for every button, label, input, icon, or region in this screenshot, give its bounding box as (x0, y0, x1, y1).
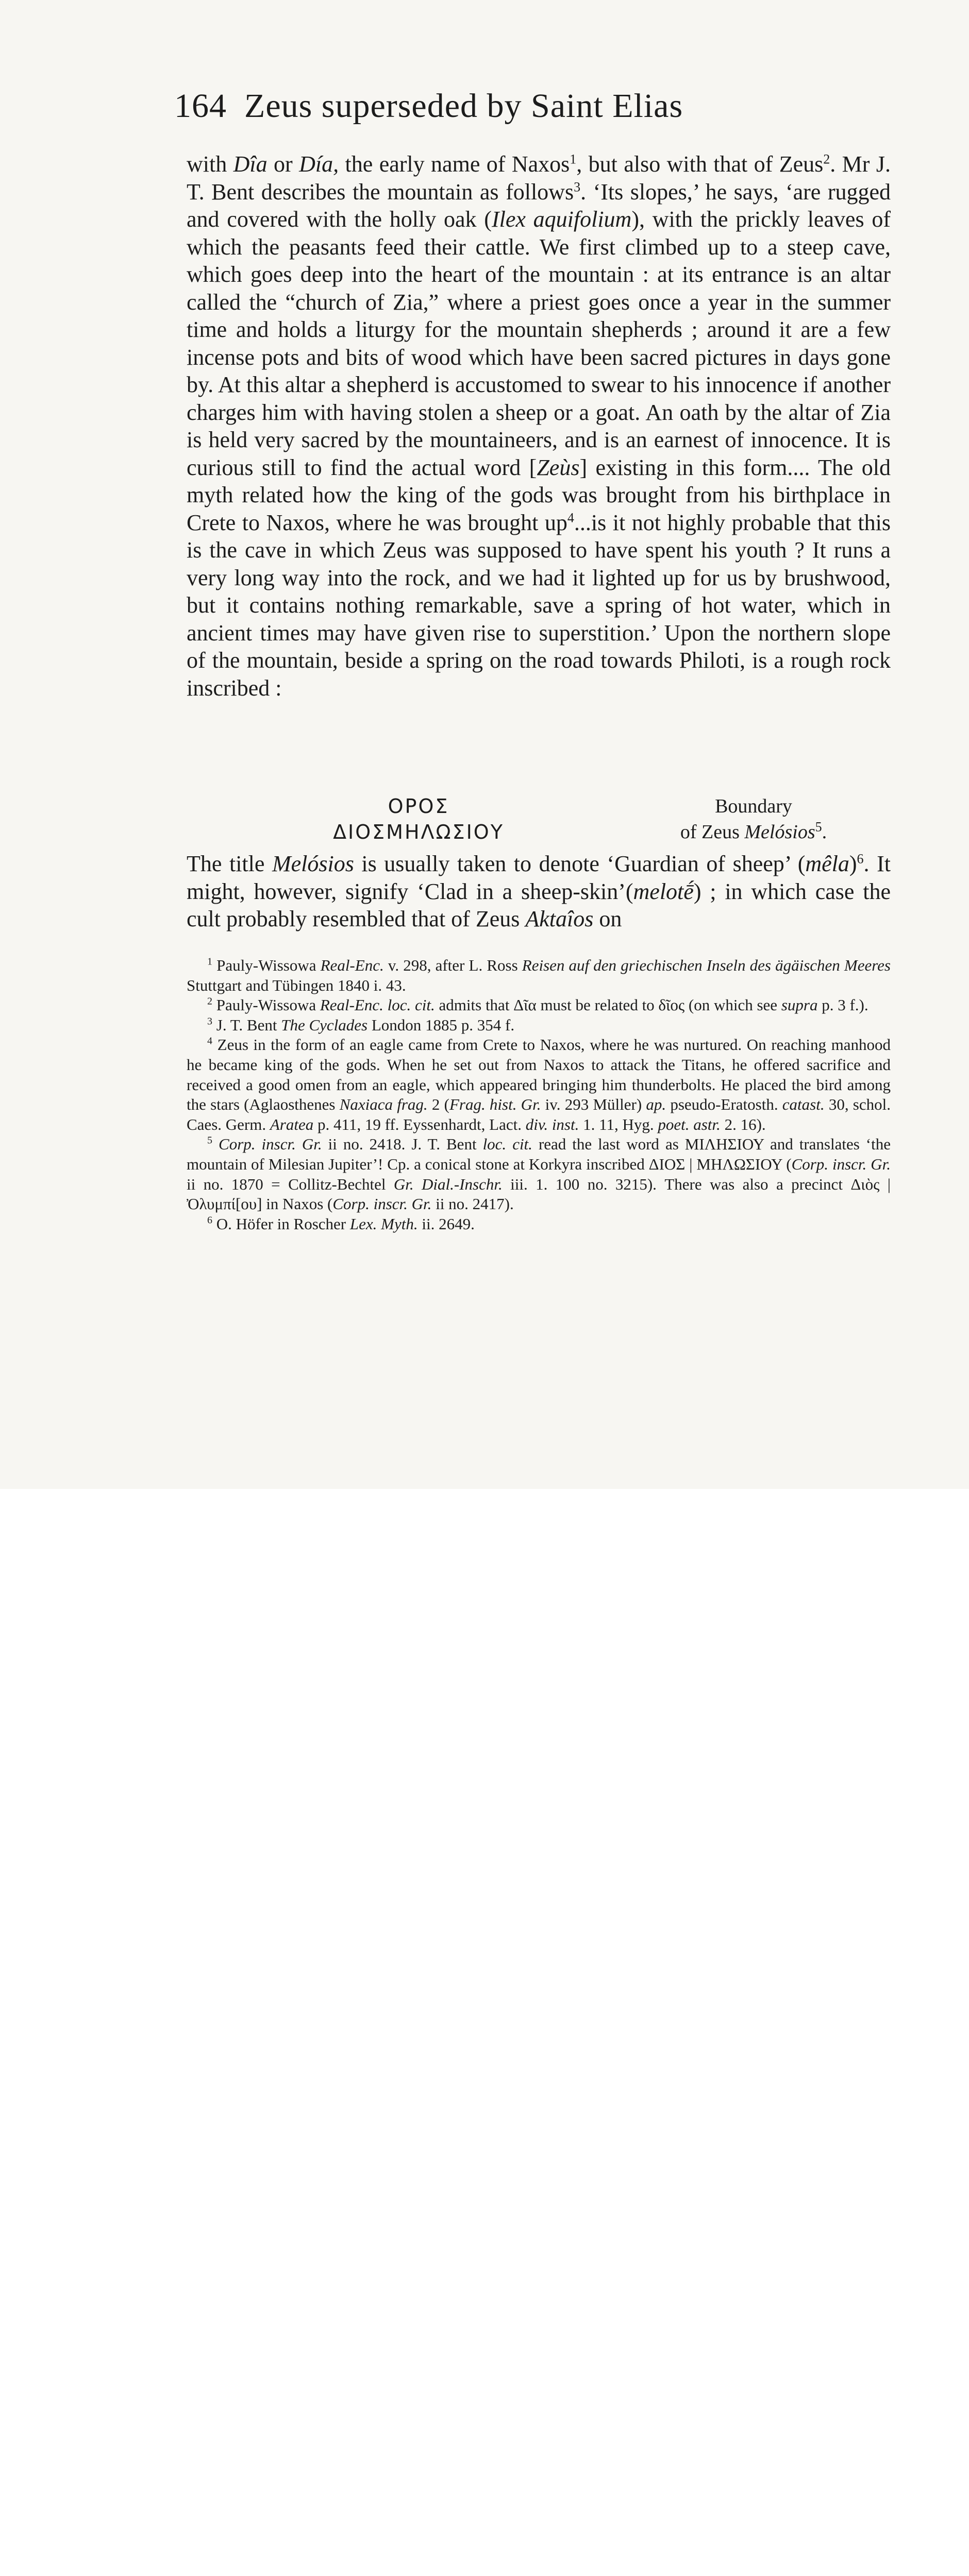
text-run: p. 411, 19 ff. Eyssenhardt, Lact. (313, 1115, 526, 1133)
text-run: ...is it not highly probable that this is the cave in which Zeus was supposed to have spent his youth ? It runs a very long way into the rock, and we had it lighted up for us by brushwood, but it contains nothing remarkable, save a spring of hot water, which in ancient times may have given rise to superstition.’ Upon the northern slope of the mountain, beside a spring on the road towards Philoti, is a rough rock inscribed : (187, 510, 891, 701)
footnote-6 (187, 1214, 891, 1234)
inscription-translation (635, 793, 872, 845)
inscription-block (187, 793, 891, 850)
text-run: iv. 293 Müller) (541, 1095, 646, 1114)
footnote-2 (187, 995, 891, 1015)
italic-run: Corp. inscr. Gr. (219, 1135, 322, 1154)
text-run: ), with the prickly leaves of which the peasants feed their cattle. We first climbed up to a steep cave, which goes deep into the heart of the mountain : at its entrance is an altar called the “church of Zia,” where a priest goes once a year in the summer time and holds a liturgy for the mountain shepherds ; around it are a few incense pots and bits of wood which have been sacred pictures in days gone by. At this altar a shepherd is accustomed to swear to his innocence if another charges him with having stolen a sheep or a goat. An oath by the altar of Zia is held very sacred by the mountaineers, and is an earnest of innocence. It is curious still to find the actual word [ (187, 207, 891, 480)
footnote-5 (187, 1134, 891, 1214)
footnote-1 (187, 956, 891, 995)
footnote-ref: 5 (815, 819, 822, 835)
inscription-greek-line-2: ΔΙΟΣΜΗΛΩΣΙΟΥ (333, 821, 504, 843)
viewer-footer (0, 1489, 969, 1567)
text-run: ] existing in this form.... The old myth related how the king of the gods was brought from his birthplace in Crete to Naxos, where he was brought up (187, 454, 891, 535)
italic-run: catast. (782, 1095, 825, 1114)
italic-run: Aktaîos (525, 906, 594, 931)
text-run: ) (849, 851, 857, 876)
italic-run: Corp. inscr. Gr. (332, 1195, 432, 1213)
text-run: v. 298, after L. Ross (383, 956, 522, 974)
text-run: The title (187, 851, 272, 876)
running-head (174, 87, 813, 126)
text-run: 2. 16). (720, 1115, 766, 1133)
inscription-greek-line-1: ΟΡΟΣ (388, 795, 449, 818)
footnote-ref: 1 (207, 956, 212, 968)
paragraph-1 (187, 150, 891, 702)
text-run: . ‘Its slopes,’ he says, ‘are rugged and covered with the holly oak ( (187, 179, 891, 232)
italic-run: Ilex aquifolium (491, 207, 632, 232)
text-run: Stuttgart and Tübingen 1840 i. 43. (187, 976, 406, 994)
text-run: London 1885 p. 354 f. (367, 1015, 515, 1034)
italic-run: Frag. hist. Gr. (449, 1095, 541, 1114)
italic-run: Dîa (233, 151, 268, 177)
footnote-ref: 1 (570, 151, 577, 167)
text-run: iii. 1. 100 no. 3215). There was also a precinct Διὸς | Ὀλυμπί[ου] in Naxos ( (187, 1175, 891, 1213)
italic-run: Gr. Dial.-Inschr. (393, 1175, 503, 1193)
text-run (212, 1135, 219, 1153)
inscription-translation-line-1: Boundary (715, 795, 792, 817)
text-run: with (187, 151, 233, 177)
italic-run: The Cyclades (281, 1015, 368, 1034)
translation-suffix: . (822, 821, 827, 843)
italic-run: ap. (646, 1095, 666, 1114)
text-run: 1. 11, Hyg. (579, 1115, 658, 1133)
text-run: or (267, 151, 299, 177)
footnotes (187, 956, 891, 1234)
footnote-ref: 6 (207, 1214, 212, 1226)
footnote-ref: 3 (207, 1015, 212, 1027)
text-run: , but also with that of Zeus (576, 151, 824, 177)
footnote-ref: 4 (567, 510, 574, 525)
italic-run: Día, (299, 151, 339, 177)
footnote-ref: 6 (857, 851, 864, 867)
text-run: pseudo-Eratosth. (666, 1095, 782, 1114)
italic-run: Lex. Myth. (349, 1214, 418, 1233)
text-run: . It might, however, signify ‘Clad in a sheep-skin’( (187, 851, 891, 904)
text-run: J. T. Bent (212, 1015, 281, 1034)
text-run: Pauly-Wissowa (212, 956, 321, 974)
translation-prefix: of Zeus (680, 821, 745, 843)
footnote-ref: 3 (574, 179, 581, 194)
inscription-greek (285, 793, 553, 845)
text-run: the early name of Naxos (339, 151, 570, 177)
italic-run: div. inst. (525, 1115, 579, 1133)
italic-run: poet. astr. (658, 1115, 721, 1133)
text-run: on (593, 906, 622, 931)
italic-run: Corp. inscr. Gr. (791, 1155, 891, 1173)
paragraph-2 (187, 850, 891, 933)
inscription-translation-line-2 (635, 819, 872, 845)
text-run: p. 3 f.). (817, 996, 868, 1014)
text-run: ii no. 2418. J. T. Bent (322, 1135, 483, 1154)
main-text (187, 150, 891, 702)
italic-run: mêla (805, 851, 849, 876)
main-text-continued (187, 850, 891, 933)
italic-run: Melósios (272, 851, 354, 876)
footnote-3 (187, 1015, 891, 1036)
text-run: 2 ( (427, 1095, 449, 1114)
italic-run: Real-Enc. (320, 956, 384, 974)
italic-run: Real-Enc. loc. cit. (320, 996, 435, 1014)
text-run: . Mr J. T. Bent describes the mountain as follows (187, 151, 891, 205)
text-run: is usually taken to denote ‘Guardian of sheep’ ( (354, 851, 806, 876)
italic-run: Zeùs (537, 454, 580, 480)
footnote-ref: 4 (207, 1036, 212, 1047)
text-run: read the last word as ΜΙΛΗΣΙΟΥ and translates ‘the mountain of Milesian Jupiter’! Cp. a conical stone at Korkyra inscribed ΔΙΟΣ | ΜΗΛΩΣΙΟΥ ( (187, 1135, 891, 1173)
text-run: Zeus in the form of an eagle came from Crete to Naxos, where he was nurtured. On reaching manhood he became king of the gods. When he set out from Naxos to attack the Titans, he offered sacrifice and received a good omen from an eagle, which appeared bringing him thunderbolts. He placed the bird among the stars (Aglaosthenes (187, 1036, 891, 1114)
italic-run: loc. cit. (482, 1135, 532, 1154)
text-run: 30, schol. Caes. Germ. (187, 1095, 891, 1133)
footnote-ref: 2 (823, 151, 830, 167)
text-run: ii no. 1870 = Collitz-Bechtel (187, 1175, 394, 1193)
text-run: ii. 2649. (417, 1214, 475, 1233)
footnote-ref: 2 (207, 995, 212, 1007)
page-number: 164 (174, 87, 227, 125)
text-run: Pauly-Wissowa (212, 996, 320, 1014)
italic-run: Naxiaca frag. (339, 1095, 428, 1114)
page-title: Zeus superseded by Saint Elias (244, 87, 683, 125)
italic-run: Reisen auf den griechischen Inseln des ägäischen Meeres (522, 956, 891, 974)
translation-epithet: Melósios (744, 821, 815, 843)
italic-run: melotḗ (633, 878, 694, 904)
footnote-4 (187, 1035, 891, 1134)
text-run: ) ; in which case the cult probably resembled that of Zeus (187, 878, 891, 931)
text-run: admits that Δῖα must be related to δῖος (on which see (435, 996, 781, 1014)
text-run: O. Höfer in Roscher (212, 1214, 350, 1233)
footnote-ref: 5 (207, 1135, 212, 1147)
text-run: ii no. 2417). (431, 1195, 514, 1213)
italic-run: Aratea (270, 1115, 314, 1133)
italic-run: supra (781, 996, 818, 1014)
